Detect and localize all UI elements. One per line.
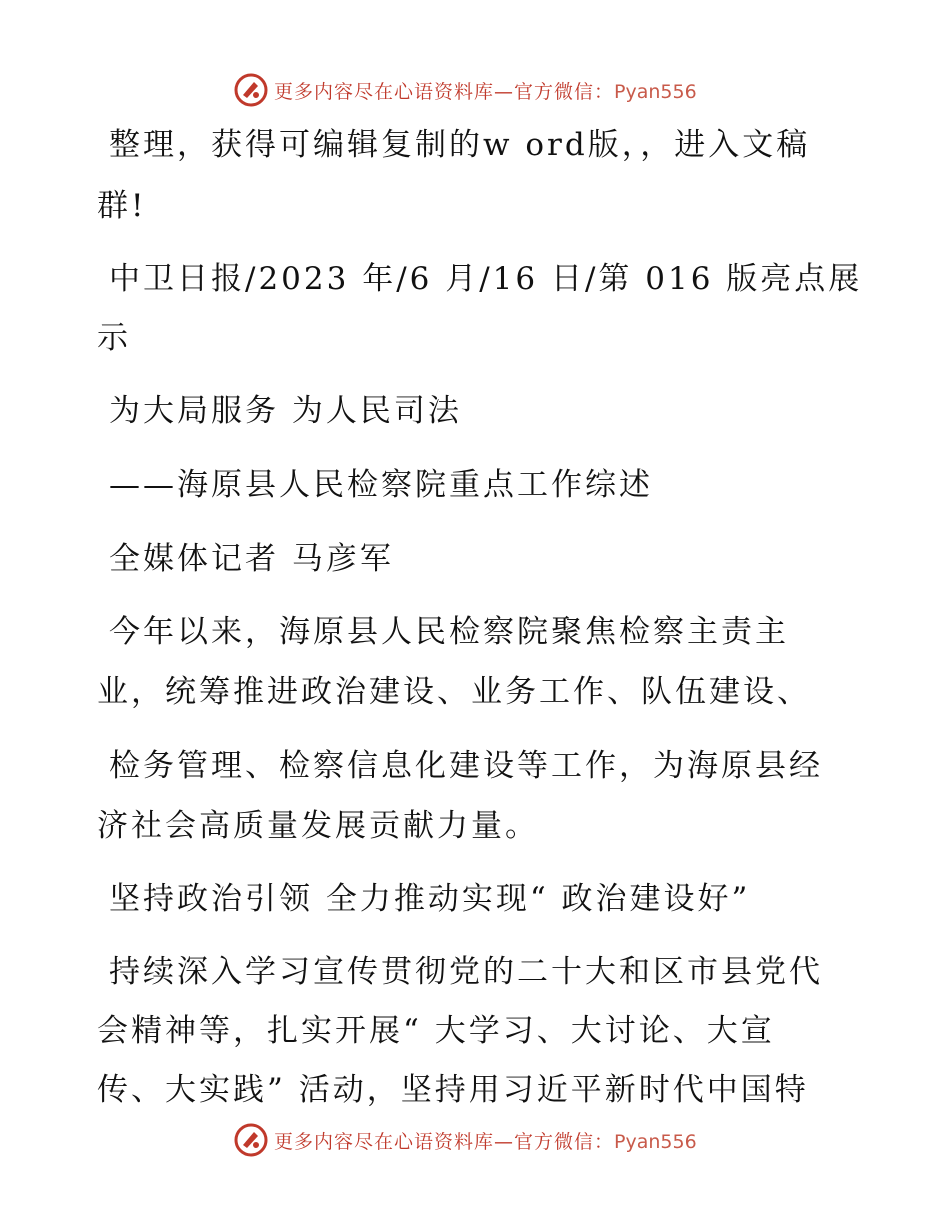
text-line: 业，统筹推进政治建设、业务工作、队伍建设、 bbox=[97, 674, 811, 710]
text-line: 检务管理、检察信息化建设等工作，为海原县经 bbox=[109, 748, 823, 784]
header-banner-slogan: 更多内容尽在心语资料库—官方微信： bbox=[274, 80, 615, 103]
text-line: 持续深入学习宣传贯彻党的二十大和区市县党代 bbox=[109, 954, 823, 990]
header-banner-text bbox=[274, 77, 697, 104]
footer-banner-slogan: 更多内容尽在心语资料库—官方微信： bbox=[274, 1130, 615, 1153]
article-title: 为大局服务 为人民司法 bbox=[109, 393, 462, 429]
footer-wechat-id: Pyan556 bbox=[614, 1130, 697, 1153]
text-line: 济社会高质量发展贡献力量。 bbox=[97, 808, 539, 844]
footer-banner-text bbox=[274, 1127, 697, 1154]
text-line: 群! bbox=[97, 188, 147, 224]
article-subtitle: ——海原县人民检察院重点工作综述 bbox=[109, 467, 653, 503]
footer-banner bbox=[234, 1122, 697, 1158]
article-byline: 全媒体记者 马彦军 bbox=[109, 541, 394, 577]
brand-logo-icon bbox=[234, 73, 268, 107]
text-line: 整理，获得可编辑复制的w ord版，，进入文稿 bbox=[109, 127, 811, 163]
text-line: 今年以来，海原县人民检察院聚焦检察主责主 bbox=[109, 614, 789, 650]
section-heading: 坚持政治引领 全力推动实现“ 政治建设好” bbox=[109, 881, 751, 917]
brand-logo-icon bbox=[234, 1123, 268, 1157]
text-line: 会精神等，扎实开展“ 大学习、大讨论、大宣 bbox=[97, 1013, 775, 1049]
header-banner bbox=[234, 72, 697, 108]
header-wechat-id: Pyan556 bbox=[614, 80, 697, 103]
text-line: 示 bbox=[97, 320, 131, 356]
text-line: 中卫日报/2023 年/6 月/16 日/第 016 版亮点展 bbox=[109, 261, 863, 297]
text-line: 传、大实践” 活动，坚持用习近平新时代中国特 bbox=[97, 1072, 809, 1108]
